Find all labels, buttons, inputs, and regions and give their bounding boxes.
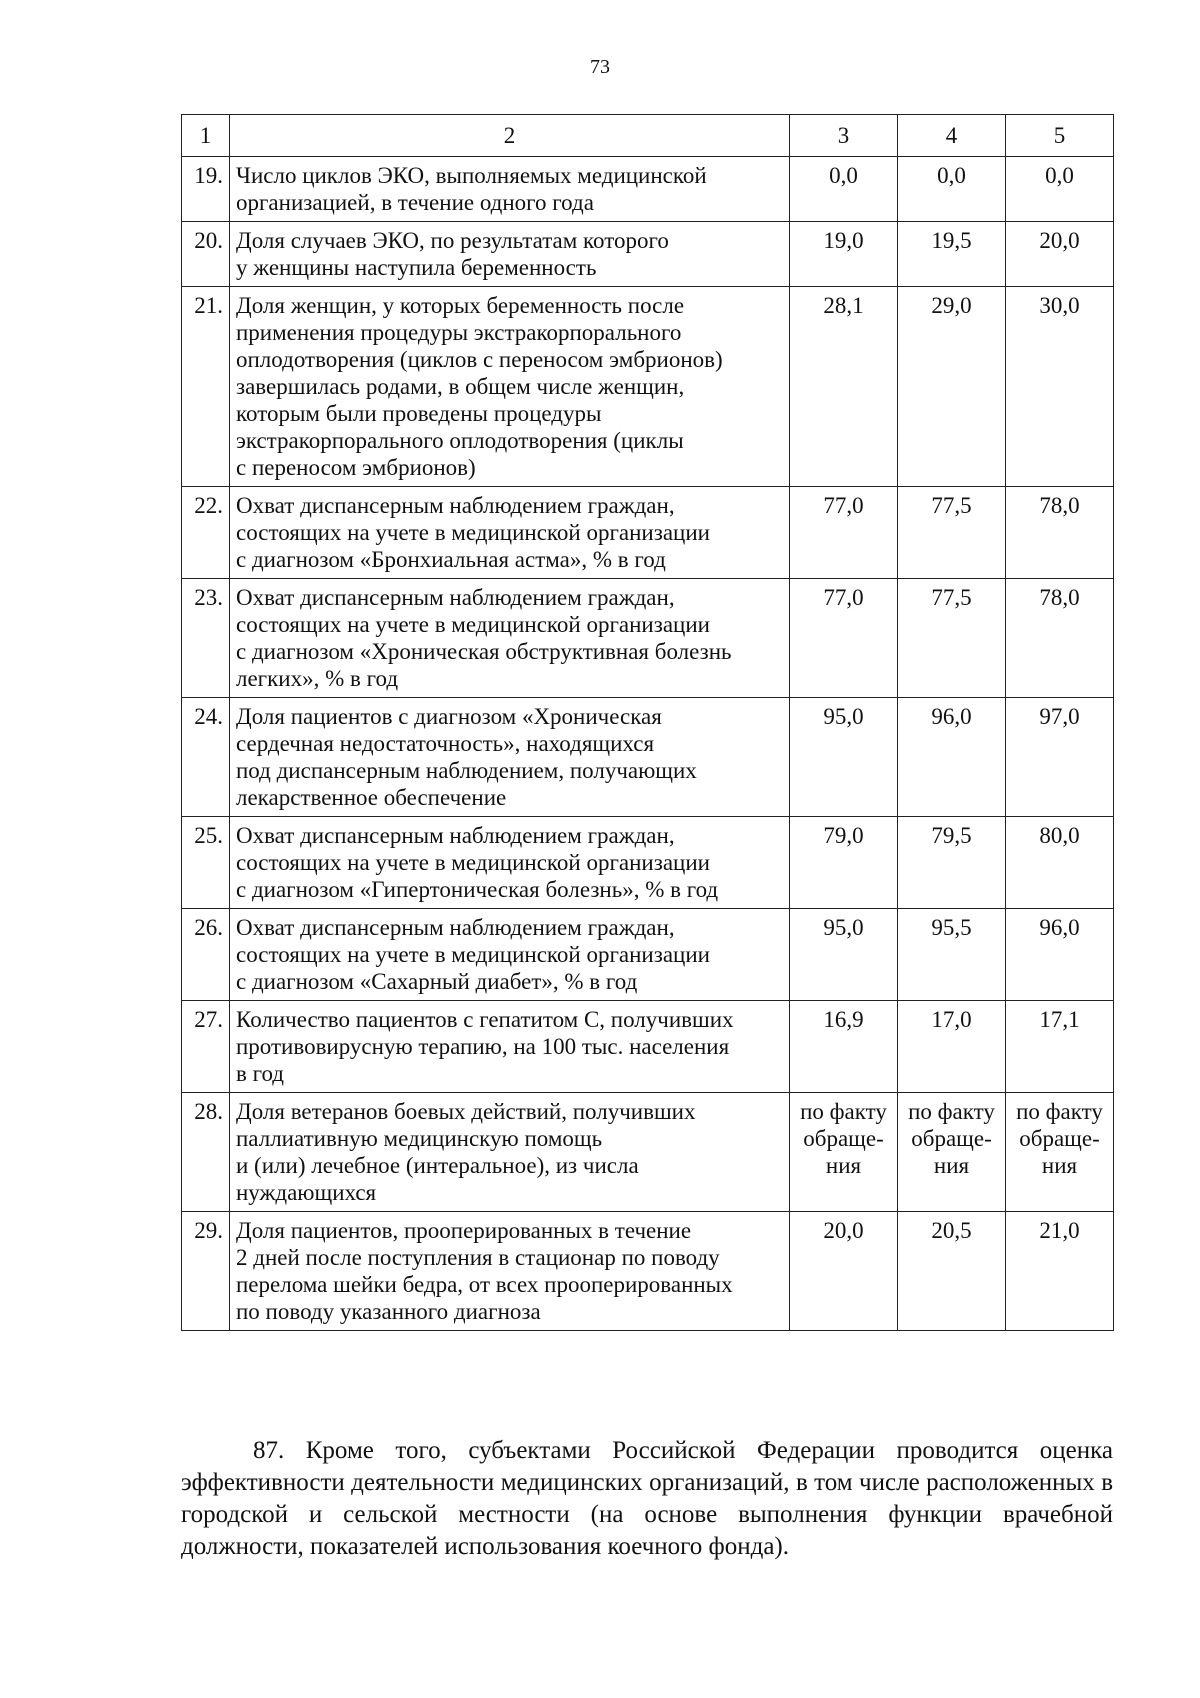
table-row xyxy=(182,1093,1114,1212)
row-value-col4: 77,5 xyxy=(898,579,1006,698)
table-row xyxy=(182,1212,1114,1331)
row-description: Охват диспансерным наблюдением граждан, состоящих на учете в медицинской организации с диагнозом «Бронхиальная астма», % в год xyxy=(230,487,790,579)
row-description: Доля ветеранов боевых действий, получивших паллиативную медицинскую помощь и (или) лечебное (интеральное), из числа нуждающихся xyxy=(230,1093,790,1212)
row-value-col3: 95,0 xyxy=(790,909,898,1001)
row-value-col5: 0,0 xyxy=(1006,157,1114,222)
row-value-col3: по факту обраще- ния xyxy=(790,1093,898,1212)
table-row xyxy=(182,909,1114,1001)
table-header-row xyxy=(182,115,1114,157)
row-value-col4: 29,0 xyxy=(898,287,1006,487)
row-number: 25. xyxy=(182,817,230,909)
row-value-col4: 17,0 xyxy=(898,1001,1006,1093)
column-header-3: 3 xyxy=(790,115,898,157)
table-row xyxy=(182,157,1114,222)
table-row xyxy=(182,1001,1114,1093)
row-value-col5: 96,0 xyxy=(1006,909,1114,1001)
row-description: Число циклов ЭКО, выполняемых медицинской организацией, в течение одного года xyxy=(230,157,790,222)
row-value-col4: 96,0 xyxy=(898,698,1006,817)
table-row xyxy=(182,222,1114,287)
row-value-col5: 97,0 xyxy=(1006,698,1114,817)
row-value-col3: 28,1 xyxy=(790,287,898,487)
row-description: Охват диспансерным наблюдением граждан, состоящих на учете в медицинской организации с диагнозом «Сахарный диабет», % в год xyxy=(230,909,790,1001)
row-value-col4: 95,5 xyxy=(898,909,1006,1001)
row-value-col5: 30,0 xyxy=(1006,287,1114,487)
table-row xyxy=(182,487,1114,579)
row-value-col3: 16,9 xyxy=(790,1001,898,1093)
row-value-col4: 20,5 xyxy=(898,1212,1006,1331)
row-number: 27. xyxy=(182,1001,230,1093)
row-number: 24. xyxy=(182,698,230,817)
table-row xyxy=(182,287,1114,487)
table-row xyxy=(182,579,1114,698)
body-paragraph: 87. Кроме того, субъектами Российской Федерации проводится оценка эффективности деятельности медицинских организаций, в том числе расположенных в городской и сельской местности (на основе выполнения функции врачебной должности, показателей использования коечного фонда). xyxy=(181,1437,1113,1560)
row-value-col5: 80,0 xyxy=(1006,817,1114,909)
row-value-col5: 17,1 xyxy=(1006,1001,1114,1093)
indicators-table xyxy=(181,114,1114,1331)
row-description: Доля пациентов, прооперированных в течение 2 дней после поступления в стационар по поводу перелома шейки бедра, от всех прооперированных по поводу указанного диагноза xyxy=(230,1212,790,1331)
row-number: 29. xyxy=(182,1212,230,1331)
row-value-col4: 79,5 xyxy=(898,817,1006,909)
row-description: Доля женщин, у которых беременность после применения процедуры экстракорпорального оплодотворения (циклов с переносом эмбрионов) завершилась родами, в общем числе женщин, которым были проведены процедуры экстракорпорального оплодотворения (циклы с переносом эмбрионов) xyxy=(230,287,790,487)
row-value-col5: 20,0 xyxy=(1006,222,1114,287)
row-value-col5: 78,0 xyxy=(1006,579,1114,698)
table-row xyxy=(182,698,1114,817)
column-header-5: 5 xyxy=(1006,115,1114,157)
row-description: Охват диспансерным наблюдением граждан, состоящих на учете в медицинской организации с диагнозом «Гипертоническая болезнь», % в год xyxy=(230,817,790,909)
row-value-col4: 19,5 xyxy=(898,222,1006,287)
row-value-col3: 19,0 xyxy=(790,222,898,287)
row-description: Охват диспансерным наблюдением граждан, состоящих на учете в медицинской организации с диагнозом «Хроническая обструктивная болезнь легких», % в год xyxy=(230,579,790,698)
row-value-col4: 77,5 xyxy=(898,487,1006,579)
row-description: Доля пациентов с диагнозом «Хроническая сердечная недостаточность», находящихся под диспансерным наблюдением, получающих лекарственное обеспечение xyxy=(230,698,790,817)
row-value-col3: 0,0 xyxy=(790,157,898,222)
column-header-4: 4 xyxy=(898,115,1006,157)
row-value-col3: 77,0 xyxy=(790,579,898,698)
row-value-col4: по факту обраще- ния xyxy=(898,1093,1006,1212)
table-row xyxy=(182,817,1114,909)
row-number: 28. xyxy=(182,1093,230,1212)
page-number: 73 xyxy=(590,56,610,78)
row-number: 20. xyxy=(182,222,230,287)
row-value-col5: 21,0 xyxy=(1006,1212,1114,1331)
row-value-col5: по факту обраще- ния xyxy=(1006,1093,1114,1212)
row-number: 21. xyxy=(182,287,230,487)
row-number: 26. xyxy=(182,909,230,1001)
row-number: 22. xyxy=(182,487,230,579)
row-value-col3: 20,0 xyxy=(790,1212,898,1331)
column-header-2: 2 xyxy=(230,115,790,157)
row-value-col3: 77,0 xyxy=(790,487,898,579)
column-header-1: 1 xyxy=(182,115,230,157)
row-description: Доля случаев ЭКО, по результатам которого у женщины наступила беременность xyxy=(230,222,790,287)
row-value-col4: 0,0 xyxy=(898,157,1006,222)
row-value-col3: 95,0 xyxy=(790,698,898,817)
row-number: 23. xyxy=(182,579,230,698)
row-description: Количество пациентов с гепатитом С, получивших противовирусную терапию, на 100 тыс. населения в год xyxy=(230,1001,790,1093)
row-value-col5: 78,0 xyxy=(1006,487,1114,579)
row-value-col3: 79,0 xyxy=(790,817,898,909)
row-number: 19. xyxy=(182,157,230,222)
